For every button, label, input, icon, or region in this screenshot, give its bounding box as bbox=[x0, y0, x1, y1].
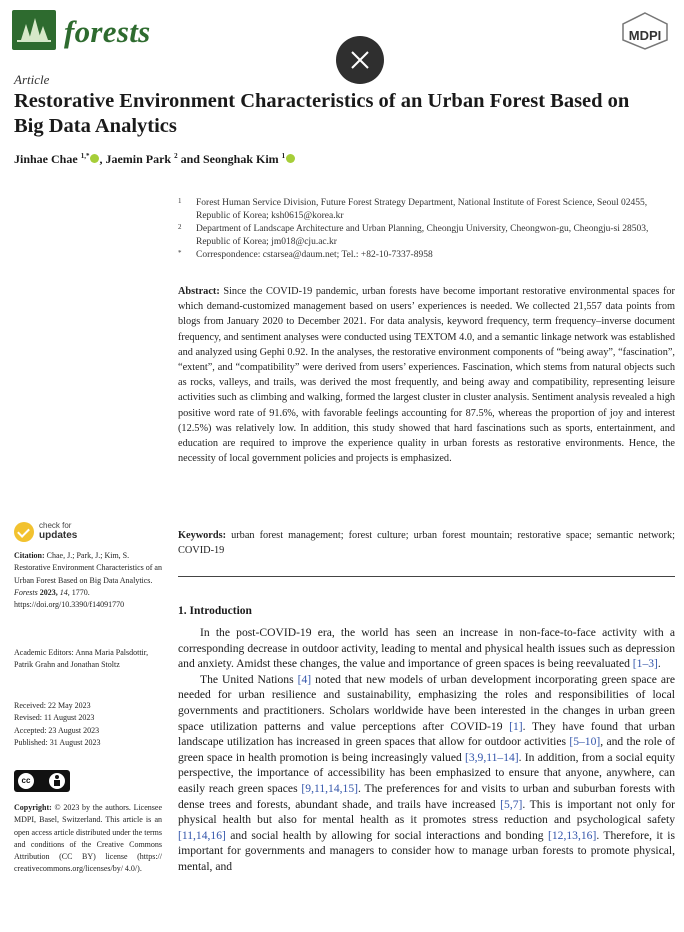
journal-logo[interactable] bbox=[12, 10, 162, 54]
copyright-label: Copyright: bbox=[14, 803, 52, 812]
reference-link[interactable]: [1–3] bbox=[632, 657, 658, 671]
date-received: Received: 22 May 2023 bbox=[14, 701, 91, 710]
date-revised: Revised: 11 August 2023 bbox=[14, 713, 95, 723]
author-conjunction: and bbox=[180, 152, 200, 166]
publication-dates bbox=[14, 700, 162, 749]
affiliation-mark: 2 bbox=[178, 223, 182, 231]
publisher-name: MDPI bbox=[628, 28, 662, 43]
academic-editors bbox=[14, 647, 162, 672]
paragraph-text: and social health by allowing for social interactions and bonding bbox=[225, 828, 548, 842]
check-updates-line2: updates bbox=[39, 530, 78, 541]
paragraph-text: noted that new models of urban development incorporating green space are needed for urban resilience and sustainability, emphasizing the roles and responsibilities of local governments and practitioners. Scholars worldwide have been interested in the changes in urban green space utilization patterns and value perceptions after COVID-19 bbox=[178, 672, 675, 733]
close-icon bbox=[348, 48, 372, 72]
affiliations bbox=[178, 197, 668, 262]
check-updates-line1: check for bbox=[39, 521, 72, 530]
article-title: Restorative Environment Characteristics of an Urban Forest Based on Big Data Analytics bbox=[14, 90, 630, 137]
reference-link[interactable]: [1] bbox=[509, 719, 523, 733]
citation-label: Citation: bbox=[14, 551, 45, 560]
paragraph-text: . They have found that urban landscape utilization has increased in green spaces that allow for outdoor activities bbox=[178, 719, 675, 749]
cc-icon: cc bbox=[17, 772, 35, 790]
citation-text: Chae, J.; Park, J.; Kim, S. Restorative Environment Characteristics of an Urban Forest Based on Big Data Analytics. bbox=[14, 551, 162, 585]
reference-link[interactable]: [5–10] bbox=[569, 735, 601, 749]
author-name[interactable]: Jaemin Park bbox=[105, 152, 172, 166]
author-affil-mark: 1 bbox=[281, 152, 286, 160]
editors-names: Anna Maria Palsdottir, Patrik Grahn and Jonathan Stoltz bbox=[14, 648, 149, 670]
date-accepted: Accepted: 23 August 2023 bbox=[14, 725, 100, 735]
reference-link[interactable]: [12,13,16] bbox=[548, 828, 597, 842]
paragraph-text: . In addition, from a social equity perspective, the importance of accessibility has been emphasized to ensure that anyone, anywhere, can easily reach green spaces bbox=[178, 750, 675, 795]
citation-volume: 14, bbox=[59, 587, 70, 597]
citation-doi[interactable]: 1770. https://doi.org/10.3390/f14091770 bbox=[14, 587, 125, 610]
editors-label: Academic Editors: bbox=[14, 648, 74, 657]
author-name[interactable]: Jinhae Chae bbox=[14, 152, 78, 166]
abstract bbox=[178, 284, 675, 466]
author-list: Jinhae Chae $^{1,*}$ , Jaemin Park $^2$ and Seonghak Kim $^1$ bbox=[14, 152, 674, 167]
article-type: Article bbox=[14, 72, 50, 87]
reference-link[interactable]: [11,14,16] bbox=[178, 828, 226, 842]
mdpi-logo[interactable] bbox=[620, 12, 670, 50]
affiliation-item bbox=[178, 223, 668, 249]
journal-name: forests bbox=[64, 14, 151, 49]
paragraph-text: . This is important not only for physical health but also for mental health as it promotes stress reduction and psychological safety bbox=[178, 797, 676, 827]
copyright-text: © 2023 by the authors. Licensee MDPI, Basel, Switzerland. This article is an open access article distributed under the terms and conditions of the Creative Commons Attribution (CC BY) license (https:// creativecommons.org/licenses/by/ 4.0/). bbox=[14, 803, 163, 874]
section-heading: 1. Introduction bbox=[178, 605, 252, 617]
paragraph-text: . Therefore, it is important for governments and managers to consider how to manage urban forests to promote physical, mental, and bbox=[178, 828, 675, 873]
affiliation-mark: 1 bbox=[178, 197, 182, 205]
citation-year: 2023, bbox=[39, 587, 58, 597]
date-published: Published: 31 August 2023 bbox=[14, 737, 101, 747]
correspondence-text: Correspondence: cstarsea@daum.net; Tel.: +82-10-7337-8958 bbox=[196, 250, 433, 260]
abstract-label: Abstract: bbox=[178, 286, 220, 297]
paragraph-text: The United Nations bbox=[200, 672, 298, 686]
reference-link[interactable]: [3,9,11–14] bbox=[464, 750, 519, 764]
citation-journal: Forests bbox=[14, 587, 38, 597]
reference-link[interactable]: [5,7] bbox=[500, 797, 523, 811]
keywords-text: urban forest management; forest culture; urban forest mountain; restorative space; semantic network; COVID-19 bbox=[178, 530, 676, 556]
reference-link[interactable]: [9,11,14,15] bbox=[301, 781, 358, 795]
paragraph bbox=[178, 672, 675, 875]
keywords bbox=[178, 528, 675, 558]
paragraph-text: . The preferences for and visits to urban and suburban forests with dense trees and forests, abundant shade, and trails have increased bbox=[178, 781, 675, 811]
abstract-text: Since the COVID-19 pandemic, urban forests have become important restorative environmental spaces for which demand-customized management based on users’ experiences is needed. We collected 21,557 data points from blogs from January 2020 to December 2021. For data analysis, keyword frequency, term frequency–inverse document frequency, and sentiment analyses were conducted using TEXTOM 4.0, and a semantic linkage network was established and analyzed using Gephi 0.92. In the analyses, the restorative environment components of “being away”, “fascination”, “extent”, and “compatibility” were derived from users’ experiences. Fascination, which stems from natural objects such as rocks, valleys, and trails, was derived the most frequently, and being away and compatibility, representing leisure activities such as climbing and walking, formed the largest cluster in cluster analysis. Sentiment analysis revealed a high positive word rate of 91.6%, with favorable feelings accounting for 87.5%, whereas the proportion of joy and interest (12.5%) was relatively low. In addition, this study showed that hard fascinations such as sports, entertainment, and education are required to improve the experience quality in urban forests as restorative environments. Hence, the necessity of local government policies and projects is emphasized. bbox=[178, 286, 675, 465]
affiliation-item bbox=[178, 249, 668, 262]
paragraph-text: , and the role of green space in health promotion is being increasingly valued bbox=[178, 735, 676, 764]
author-affil-mark: 2 bbox=[174, 152, 178, 160]
author-affil-mark: 1,* bbox=[80, 152, 90, 160]
close-button[interactable] bbox=[336, 36, 384, 84]
introduction-body bbox=[178, 625, 675, 875]
keywords-label: Keywords: bbox=[178, 530, 227, 541]
check-updates-icon bbox=[14, 522, 34, 542]
affiliation-mark: * bbox=[178, 249, 182, 257]
paragraph bbox=[178, 625, 675, 672]
copyright-block bbox=[14, 802, 162, 876]
attribution-person-icon bbox=[48, 772, 66, 790]
citation-block bbox=[14, 550, 162, 611]
affiliation-text: Forest Human Service Division, Future Forest Strategy Department, National Institute of Forest Science, Seoul 02455, Republic of Korea; ksh0615@korea.kr bbox=[196, 198, 648, 221]
paragraph-text: . bbox=[657, 657, 661, 671]
orcid-icon[interactable] bbox=[90, 154, 99, 163]
cc-by-license-badge[interactable] bbox=[14, 770, 70, 792]
orcid-icon[interactable] bbox=[286, 154, 295, 163]
author-name[interactable]: Seonghak Kim bbox=[202, 152, 279, 166]
affiliation-text: Department of Landscape Architecture and Urban Planning, Cheongju University, Cheongwon-gu, Cheongju-si 28503, Republic of Korea; jm018@cju.ac.kr bbox=[196, 224, 649, 247]
paragraph-text: In the post-COVID-19 era, the world has seen an increase in non-face-to-face activity with a corresponding decrease in outdoor activity, leading to mental and physical health issues such as depression and anxiety. Amidst these changes, the value and importance of green spaces is being reevaluated bbox=[178, 626, 675, 671]
affiliation-item bbox=[178, 197, 668, 223]
tree-icon bbox=[12, 10, 56, 50]
section-divider bbox=[178, 576, 675, 577]
check-for-updates-button[interactable] bbox=[14, 520, 114, 546]
reference-link[interactable]: [4] bbox=[297, 672, 312, 686]
